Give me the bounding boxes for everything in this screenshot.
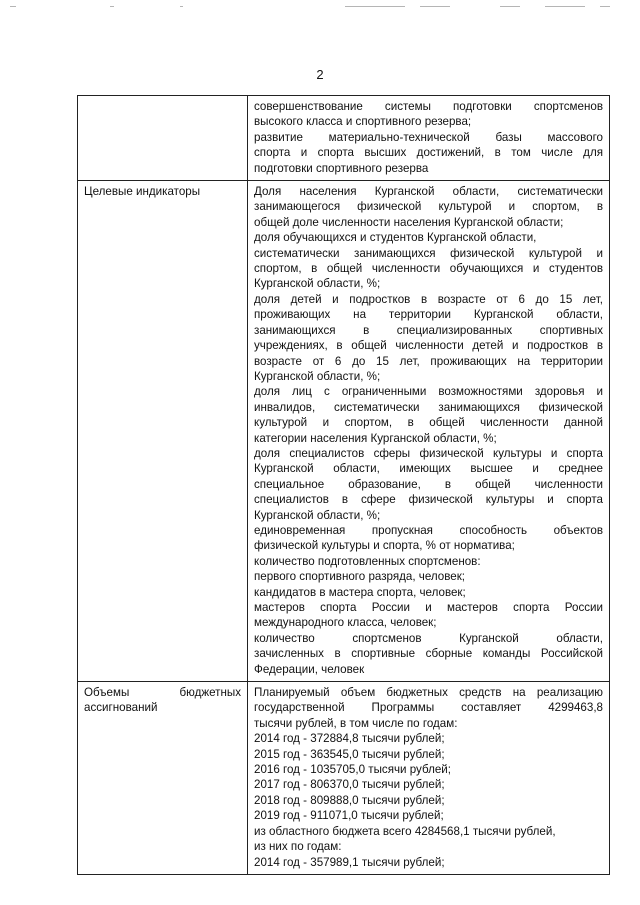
text-line: Курганской области, %; — [254, 277, 381, 291]
row-label-target-indicators: Целевые индикаторы — [78, 181, 248, 682]
row-value-cell — [248, 181, 610, 682]
text-line: первого спортивного разряда, человек; — [254, 570, 465, 584]
text-line: зачисленных в спортивные сборные команды Российской — [254, 647, 603, 661]
scan-mark — [10, 6, 16, 7]
scan-mark — [420, 6, 450, 7]
scan-mark — [545, 6, 585, 7]
text-line: специалистов в сфере физической культуры и спорта — [254, 493, 603, 507]
text-line: физической культуры и спорта, % от норматива; — [254, 539, 515, 553]
text-line: 2015 год - 363545,0 тысячи рублей; — [254, 747, 445, 761]
text-line: подготовки спортивного резерва — [254, 161, 429, 175]
text-line: 2014 год - 357989,1 тысячи рублей; — [254, 855, 445, 869]
text-line: Курганской области, %; — [254, 508, 381, 522]
text-line: возрасте от 6 до 15 лет, проживающих на территории — [254, 354, 603, 368]
text-line: доля специалистов сферы физической культуры и спорта — [254, 446, 603, 460]
text-line: систематически занимающихся физической культурой и — [254, 246, 603, 260]
text-line: проживающих на территории Курганской области, — [254, 308, 603, 322]
text-line: единовременная пропускная способность объектов — [254, 523, 603, 537]
scan-mark — [345, 6, 405, 7]
row-label-budget-allocations — [78, 682, 248, 875]
text-line: спорта и спорта высших достижений, в том числе для — [254, 146, 603, 160]
text-line: тысячи рублей, в том числе по годам: — [254, 716, 458, 730]
text-line: занимающихся в специализированных спортивных — [254, 323, 603, 337]
scan-mark — [110, 6, 114, 7]
text-line: Доля населения Курганской области, систематически — [254, 185, 603, 199]
row-value-cell — [248, 96, 610, 181]
text-line: учреждениях, в общей численности детей и подростков в — [254, 339, 603, 353]
text-line: 2017 год - 806370,0 тысячи рублей; — [254, 778, 445, 792]
text-line: инвалидов, систематически занимающихся физической — [254, 400, 603, 414]
text-line: Объемы бюджетных — [84, 686, 241, 700]
table-row — [78, 96, 610, 181]
text-line: из областного бюджета всего 4284568,1 тысячи рублей, — [254, 824, 556, 838]
text-line: мастеров спорта России и мастеров спорта России — [254, 601, 603, 614]
row-value-cell — [248, 682, 610, 875]
text-line: 2018 год - 809888,0 тысячи рублей; — [254, 793, 445, 807]
text-line: 2014 год - 372884,8 тысячи рублей; — [254, 732, 445, 746]
text-line: совершенствование системы подготовки спортсменов — [254, 100, 603, 113]
text-line: доля детей и подростков в возрасте от 6 до 15 лет, — [254, 292, 603, 306]
text-line: кандидатов в мастера спорта, человек; — [254, 585, 466, 599]
text-line: количество подготовленных спортсменов: — [254, 554, 481, 568]
table-row — [78, 181, 610, 682]
scan-mark — [500, 6, 520, 7]
page-number: 2 — [316, 67, 324, 82]
text-line: культурой и спортом, в общей численности данной — [254, 416, 603, 430]
text-line: 2019 год - 911071,0 тысячи рублей; — [254, 809, 444, 823]
text-line: спортом, в общей численности обучающихся и студентов — [254, 262, 603, 276]
text-line: категории населения Курганской области, %; — [254, 431, 497, 445]
text-line: Федерации, человек — [254, 662, 365, 676]
text-line: Курганской области, имеющих высшее и среднее — [254, 462, 603, 476]
text-line: количество спортсменов Курганской области, — [254, 631, 603, 645]
text-line: доля обучающихся и студентов Курганской области, — [254, 231, 537, 245]
table-row — [78, 682, 610, 875]
text-line: специальное образование, в общей численности — [254, 477, 603, 491]
text-line: государственной Программы составляет 4299463,8 — [254, 701, 603, 715]
scan-mark — [600, 6, 610, 7]
row-label-cell — [78, 96, 248, 181]
text-line: ассигнований — [84, 701, 158, 715]
text-line: развитие материально-технической базы массового — [254, 130, 603, 144]
text-line: Курганской области, %; — [254, 369, 381, 383]
text-line: доля лиц с ограниченными возможностями здоровья и — [254, 385, 603, 399]
text-line: Планируемый объем бюджетных средств на реализацию — [254, 686, 603, 700]
text-line: из них по годам: — [254, 840, 342, 854]
program-passport-table — [77, 95, 610, 875]
text-line: общей доле численности населения Курганской области; — [254, 215, 564, 229]
text-line: международного класса, человек; — [254, 616, 437, 630]
text-line: 2016 год - 1035705,0 тысячи рублей; — [254, 763, 452, 777]
text-line: занимающегося физической культурой и спортом, в — [254, 200, 603, 214]
scan-mark — [180, 6, 183, 7]
text-line: высокого класса и спортивного резерва; — [254, 115, 472, 129]
